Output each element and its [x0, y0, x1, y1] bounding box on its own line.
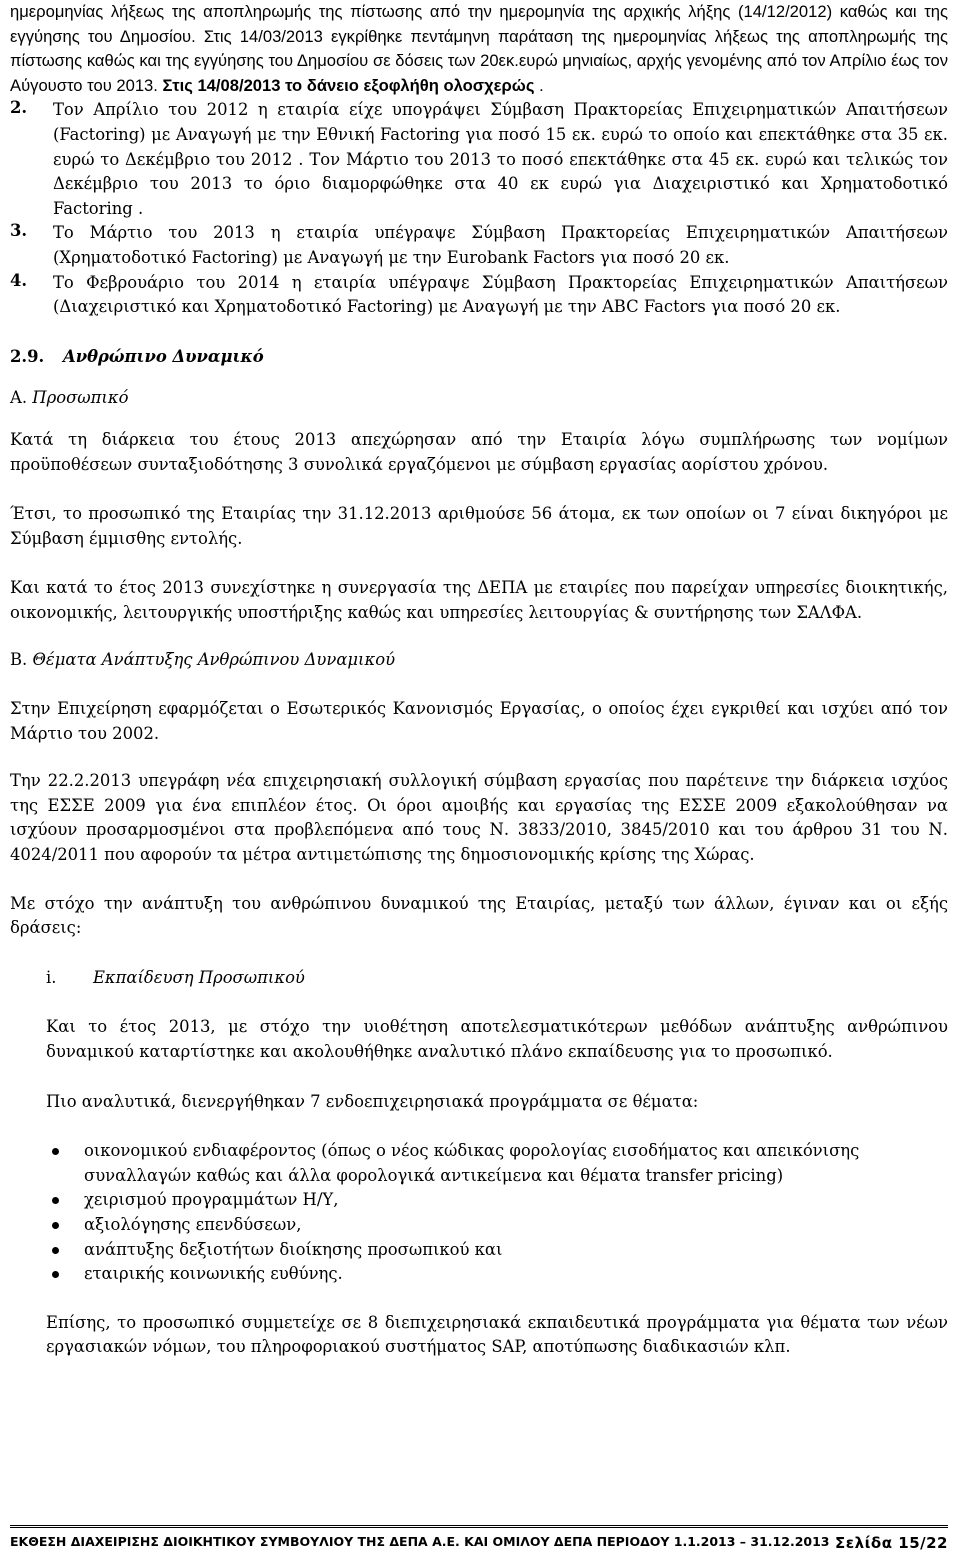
list-item: ανάπτυξης δεξιοτήτων διοίκησης προσωπικού και — [10, 1238, 948, 1263]
numbered-item-4 — [10, 271, 948, 320]
item-text: Το Μάρτιο του 2013 η εταιρία υπέγραψε Σύμβαση Πρακτορείας Επιχειρηματικών Απαιτήσεων (Χρηματοδοτικό Factoring) με Αναγωγή με την Eurobank Factors για ποσό 20 εκ. — [53, 223, 948, 267]
document-page — [10, 0, 948, 1360]
numbered-item-2 — [10, 98, 948, 221]
paragraph-external-training: Επίσης, το προσωπικό συμμετείχε σε 8 διεπιχειρησιακά εκπαιδευτικά προγράμματα για θέματα των νέων εργασιακών νόμων, του πληροφοριακού συστήματος SAP, αποτύπωσης διαδικασιών κλπ. — [46, 1312, 948, 1357]
subsection-letter: Α. — [10, 388, 28, 408]
intro-bold-tail: Στις 14/08/2013 το δάνειο εξοφλήθη ολοσχερώς — [157, 75, 535, 95]
paragraph-collective-agreement: Την 22.2.2013 υπεγράφη νέα επιχειρησιακή συλλογική σύμβαση εργασίας που παρέτεινε την διάρκεια ισχύος της ΕΣΣΕ 2009 για ένα επιπλέον έτος. Οι όροι αμοιβής και εργασίας της ΕΣΣΕ 2009 εξακολούθησαν να ισχύουν προσαρμοσμένοι στα προβλεπόμενα από τους Ν. 3833/2010, 3845/2010 και του άρθρου 31 του Ν. 4024/2011 που αφορούν τα μέτρα αντιμετώπισης της δημοσιονομικής κρίσης της Χώρας. — [10, 771, 948, 865]
page-number: Σελίδα 15/22 — [835, 1534, 948, 1552]
subsection-title: Προσωπικό — [32, 388, 129, 408]
section-heading — [10, 345, 948, 370]
subsection-i-heading — [10, 966, 948, 991]
bullet-icon — [10, 1139, 84, 1188]
list-item: εταιρικής κοινωνικής ευθύνης. — [10, 1262, 948, 1287]
list-item: χειρισμού προγραμμάτων Η/Υ, — [10, 1188, 948, 1213]
subsection-letter: i. — [46, 967, 57, 987]
numbered-item-3 — [10, 221, 948, 270]
paragraph-programs: Πιο αναλυτικά, διενεργήθηκαν 7 ενδοεπιχειρησιακά προγράμματα σε θέματα: — [46, 1091, 699, 1111]
paragraph-retirements: Κατά τη διάρκεια του έτους 2013 απεχώρησαν από την Εταιρία λόγω συμπλήρωσης των νομίμων προϋποθέσεων συνταξιοδότησης 3 συνολικά εργαζόμενοι με σύμβαση εργασίας αορίστου χρόνου. — [10, 429, 948, 474]
section-title: Ανθρώπινο Δυναμικό — [63, 346, 264, 366]
training-topics-list — [10, 1139, 948, 1287]
subsection-a-heading — [10, 386, 948, 411]
paragraph-training: Και το έτος 2013, με στόχο την υιοθέτηση αποτελεσματικότερων μεθόδων ανάπτυξης ανθρώπινου δυναμικού καταρτίστηκε και ακολουθήθηκε αναλυτικό πλάνο εκπαίδευσης για το προσωπικό. — [46, 1017, 948, 1061]
list-item: αξιολόγησης επενδύσεων, — [10, 1213, 948, 1238]
paragraph-actions: Με στόχο την ανάπτυξη του ανθρώπινου δυναμικού της Εταιρίας, μεταξύ των άλλων, έγιναν και οι εξής δράσεις: — [10, 893, 948, 938]
list-item: οικονομικού ενδιαφέροντος (όπως ο νέος κώδικας φορολογίας εισοδήματος και απεικόνισης συναλλαγών καθώς και άλλα φορολογικά αντικείμενα και θέματα transfer pricing) — [10, 1139, 948, 1188]
bullet-icon — [10, 1213, 84, 1238]
bullet-icon — [10, 1188, 84, 1213]
paragraph-cooperation: Και κατά το έτος 2013 συνεχίστηκε η συνεργασία της ΔΕΠΑ με εταιρίες που παρείχαν υπηρεσίες διοικητικής, οικονομικής, λειτουργικής υποστήριξης καθώς και υπηρεσίες λειτουργίας & συντήρησης των ΣΑΛΦΑ. — [10, 578, 948, 622]
item-text: Τον Απρίλιο του 2012 η εταιρία είχε υπογράψει Σύμβαση Πρακτορείας Επιχειρηματικών Απαιτήσεων (Factoring) με Αναγωγή με την Εθνική Factoring για ποσό 15 εκ. ευρώ το οποίο και επεκτάθηκε στα 35 εκ. ευρώ το Δεκέμβριο του 2012 . Τον Μάρτιο του 2013 το ποσό επεκτάθηκε στα 45 εκ. ευρώ και τελικώς τον Δεκέμβριο του 2013 το όριο διαμορφώθηκε στα 40 εκ ευρώ για Διαχειριστικό και Χρηματοδοτικό Factoring . — [53, 100, 948, 218]
paragraph-regulation: Στην Επιχείρηση εφαρμόζεται ο Εσωτερικός Κανονισμός Εργασίας, ο οποίος έχει εγκριθεί και ισχύει από τον Μάρτιο του 2002. — [10, 699, 948, 743]
section-number: 2.9. — [10, 346, 45, 366]
subsection-title: Εκπαίδευση Προσωπικού — [92, 967, 305, 987]
page-footer — [10, 1525, 948, 1552]
bullet-icon — [10, 1262, 84, 1287]
subsection-b-heading — [10, 648, 948, 673]
intro-end: . — [534, 75, 544, 95]
item-number: 4. — [10, 270, 28, 290]
intro-text: ημερομηνίας λήξεως της αποπληρωμής της πίστωσης από την ημερομηνία της αρχικής λήξης (14/12/2012) καθώς και της εγγύησης του Δημοσίου. Στις 14/03/2013 εγκρίθηκε πεντάμηνη παράταση της ημερομηνίας λήξεως της αποπληρωμής της πίστωσης καθώς και της εγγύησης του Δημοσίου σε δόσεις των 20εκ.ευρώ μηνιαίως, αρχής γενομένης από τον Απρίλιο έως τον Αύγουστο του 2013. — [10, 2, 948, 95]
item-number: 3. — [10, 221, 28, 241]
subsection-title: Θέματα Ανάπτυξης Ανθρώπινου Δυναμικού — [32, 650, 396, 670]
footer-report-title: ΕΚΘΕΣΗ ΔΙΑΧΕΙΡΙΣΗΣ ΔΙΟΙΚΗΤΙΚΟΥ ΣΥΜΒΟΥΛΙΟΥ ΤΗΣ ΔΕΠΑ Α.Ε. ΚΑΙ ΟΜΙΛΟΥ ΔΕΠΑ ΠΕΡΙΟΔΟΥ 1.1.2013 – 31.12.2013 — [10, 1534, 830, 1549]
subsection-letter: Β. — [10, 650, 28, 670]
item-text: Το Φεβρουάριο του 2014 η εταιρία υπέγραψε Σύμβαση Πρακτορείας Επιχειρηματικών Απαιτήσεων (Διαχειριστικό και Χρηματοδοτικό Factoring) με Αναγωγή με την ABC Factors για ποσό 20 εκ. — [53, 272, 948, 317]
paragraph-staff-count: Έτσι, το προσωπικό της Εταιρίας την 31.12.2013 αριθμούσε 56 άτομα, εκ των οποίων οι 7 είναι δικηγόροι με Σύμβαση έμμισθης εντολής. — [10, 504, 948, 548]
bullet-icon — [10, 1238, 84, 1263]
item-number: 2. — [10, 98, 28, 118]
intro-paragraph — [10, 0, 948, 98]
